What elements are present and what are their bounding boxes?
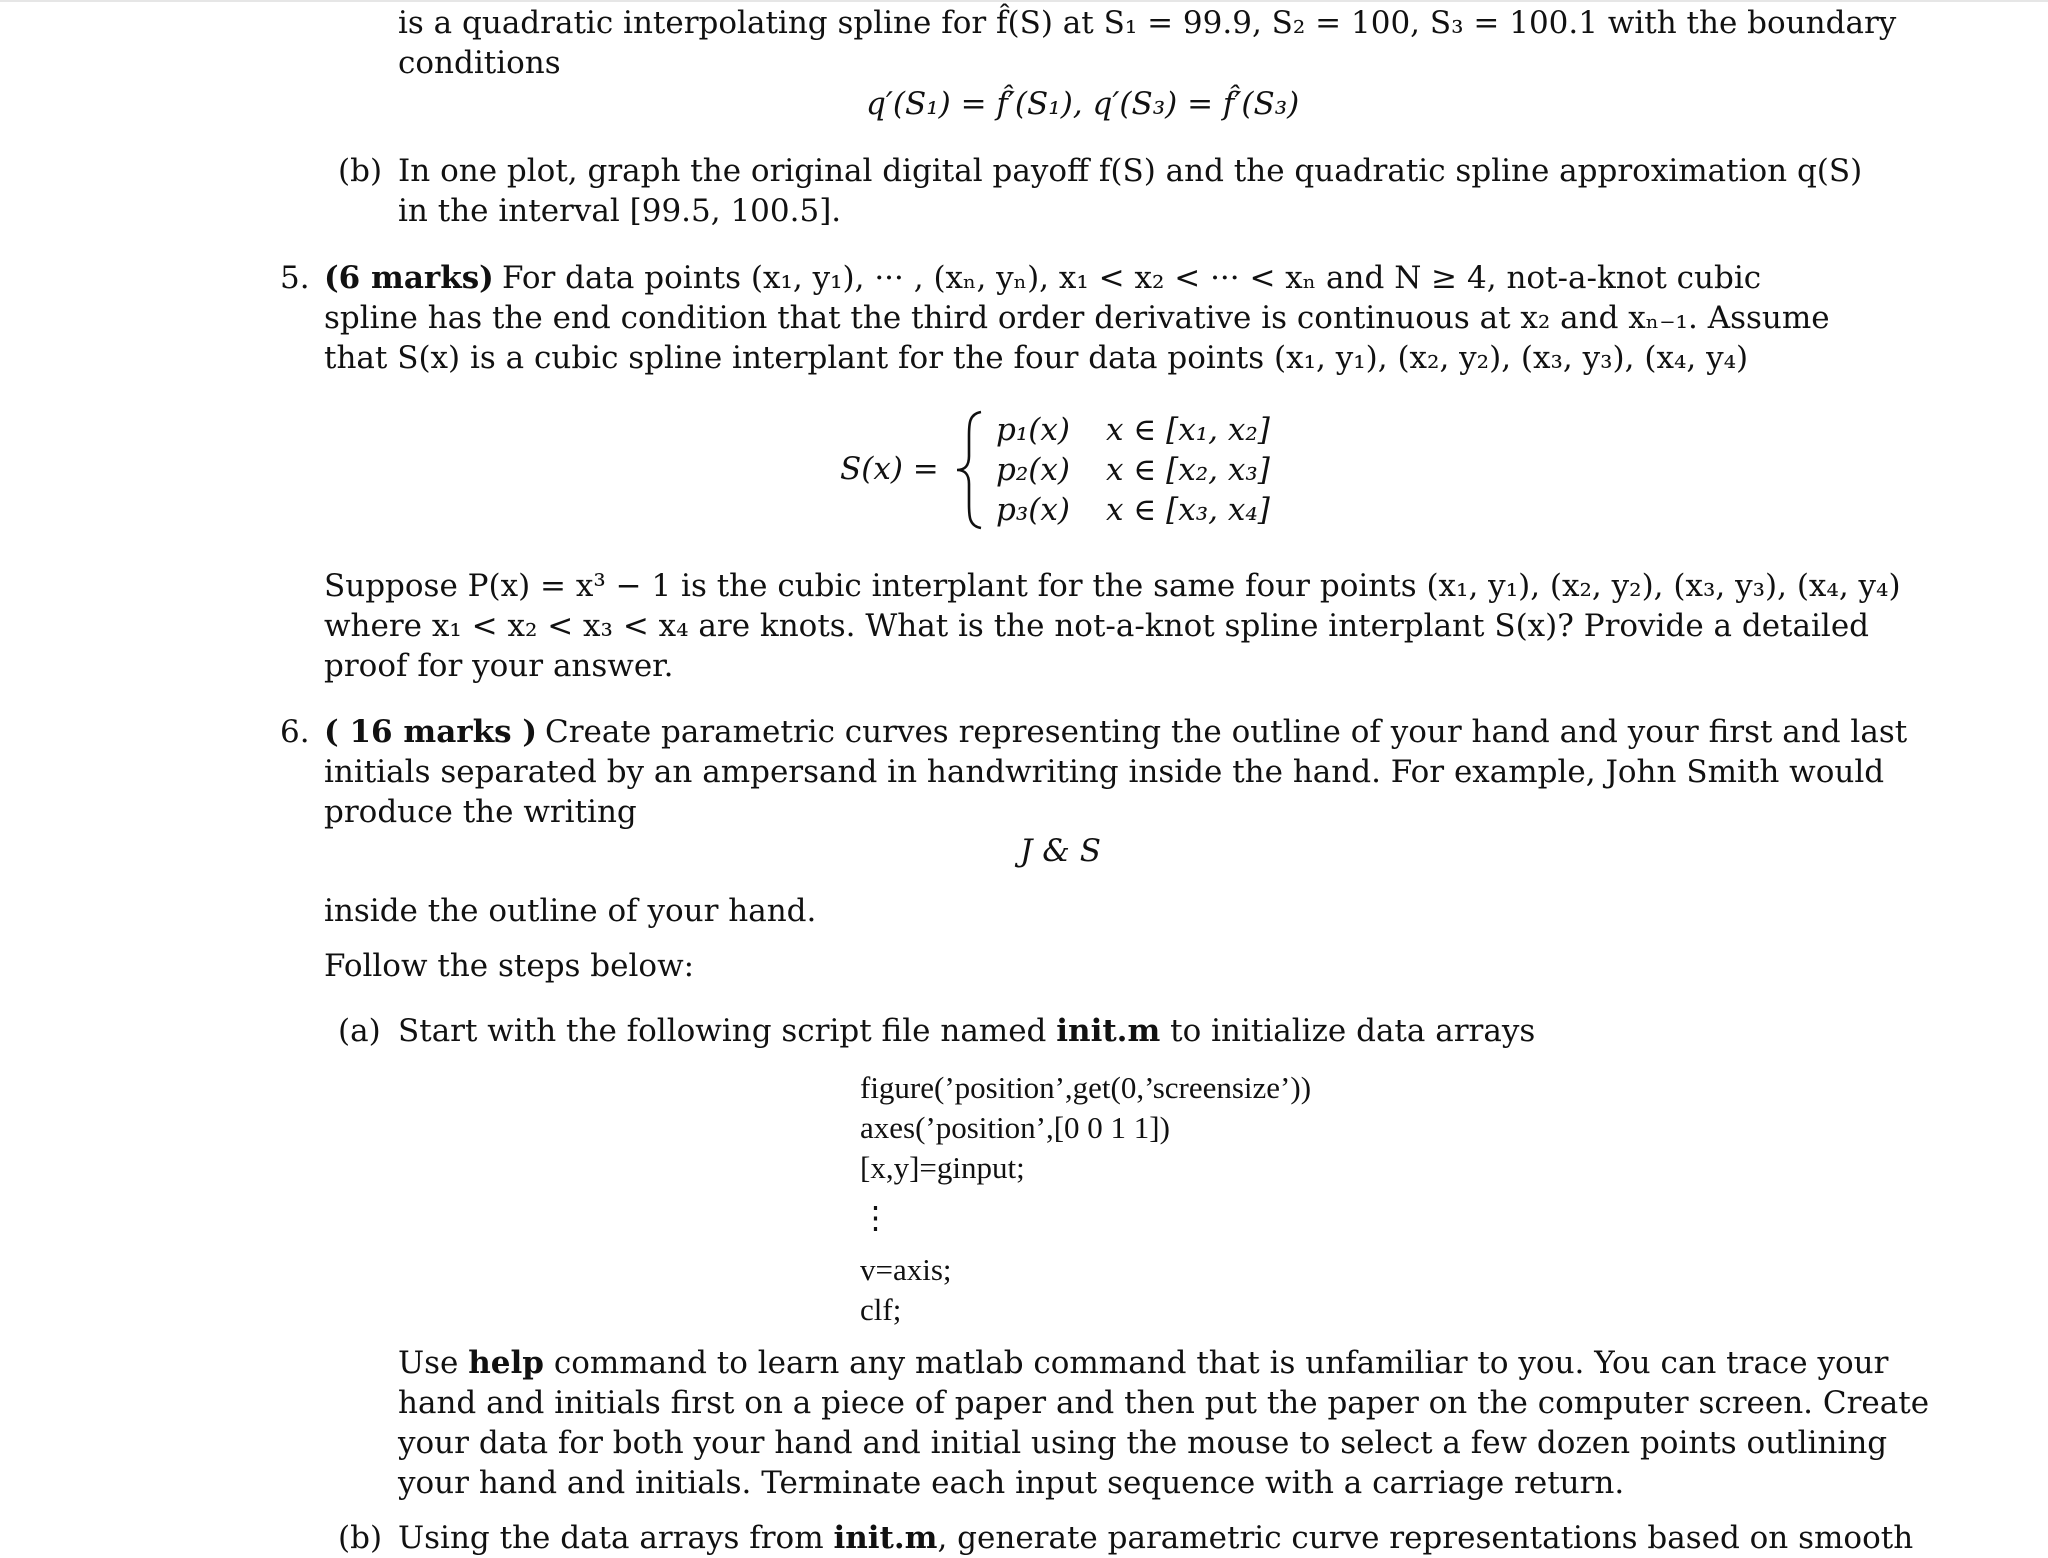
q4-part-b-label: (b): [338, 153, 383, 189]
q5-line-3: that S(x) is a cubic spline interplant for the four data points (x₁, y₁), (x₂, y₂), (x₃, y₃), (x₄, y₄): [324, 340, 1749, 376]
case-cond-3: x ∈ [x₃, x₄]: [1106, 492, 1270, 528]
q6-line-2: initials separated by an ampersand in handwriting inside the hand. For example, John Smith would: [324, 754, 1885, 790]
q6-line-5: Follow the steps below:: [324, 948, 695, 984]
q4-part-b-line-1: In one plot, graph the original digital payoff f(S) and the quadratic spline approximation q(S): [398, 153, 1863, 189]
part-a-pre: Start with the following script file named: [398, 1013, 1047, 1049]
code-line-6: clf;: [860, 1292, 902, 1327]
q6-part-b-label: (b): [338, 1520, 383, 1556]
left-brace-icon: [955, 410, 985, 530]
code-line-5: v=axis;: [860, 1252, 952, 1287]
q5-line-6: proof for your answer.: [324, 648, 674, 684]
help-pre: Use: [398, 1345, 459, 1381]
code-vdots: ⋮: [860, 1200, 891, 1235]
code-line-1: figure(’position’,get(0,’screensize’)): [860, 1070, 1312, 1105]
q6-marks: ( 16 marks ): [324, 714, 538, 750]
code-line-2: axes(’position’,[0 0 1 1]): [860, 1110, 1170, 1145]
q6-para-line-3: your data for both your hand and initial using the mouse to select a few dozen points outlining: [398, 1425, 1888, 1461]
part-a-post: to initialize data arrays: [1170, 1013, 1536, 1049]
code-line-3: [x,y]=ginput;: [860, 1150, 1025, 1185]
q6-para-line-2: hand and initials first on a piece of paper and then put the paper on the computer screen. Create: [398, 1385, 1930, 1421]
q6-part-a-text: [398, 1011, 1535, 1051]
case-poly-1: p₁(x): [996, 412, 1070, 448]
case-poly-2: p₂(x): [996, 452, 1070, 488]
q5-line-1: For data points (x₁, y₁), ··· , (xₙ, yₙ), x₁ < x₂ < ··· < xₙ and N ≥ 4, not-a-knot cubic: [502, 260, 1762, 296]
spline-lhs: S(x) =: [840, 451, 939, 487]
q4-boundary-conditions: q′(S₁) = f̂′(S₁), q′(S₃) = f̂′(S₃): [866, 86, 1300, 122]
q6-para-line-4: your hand and initials. Terminate each input sequence with a carriage return.: [398, 1465, 1625, 1501]
init-file-name: init.m: [1056, 1013, 1161, 1049]
part-b-file: init.m: [833, 1520, 938, 1556]
case-cond-1: x ∈ [x₁, x₂]: [1106, 412, 1270, 448]
q5-marks: (6 marks): [324, 260, 494, 296]
initials-example: J & S: [1020, 833, 1101, 869]
q4-line-1: is a quadratic interpolating spline for f̂(S) at S₁ = 99.9, S₂ = 100, S₃ = 100.1 with the boundary: [398, 5, 1897, 41]
q6-part-b-text: [398, 1518, 1913, 1558]
case-cond-2: x ∈ [x₂, x₃]: [1106, 452, 1270, 488]
help-line: [398, 1343, 1888, 1383]
help-command: help: [468, 1345, 544, 1381]
case-poly-3: p₃(x): [996, 492, 1070, 528]
part-b-pre: Using the data arrays from: [398, 1520, 824, 1556]
part-b-post: , generate parametric curve representations based on smooth: [937, 1520, 1914, 1556]
q6-line-3: produce the writing: [324, 794, 637, 830]
q5-number: 5.: [280, 260, 310, 296]
help-post: command to learn any matlab command that is unfamiliar to you. You can trace your: [553, 1345, 1889, 1381]
q6-number: 6.: [280, 714, 310, 750]
q4-line-2: conditions: [398, 45, 561, 81]
q5-line-2: spline has the end condition that the third order derivative is continuous at x₂ and xₙ₋₁. Assume: [324, 300, 1830, 336]
q5-line-4: Suppose P(x) = x³ − 1 is the cubic interplant for the same four points (x₁, y₁), (x₂, y₂), (x₃, y₃), (x₄, y₄): [324, 568, 1901, 604]
q6-line-4: inside the outline of your hand.: [324, 893, 817, 929]
cut-off-line: [330, 1508, 1914, 1556]
q5-line-5: where x₁ < x₂ < x₃ < x₄ are knots. What is the not-a-knot spline interplant S(x)? Provide a detailed: [324, 608, 1870, 644]
q4-part-b-line-2: in the interval [99.5, 100.5].: [398, 193, 842, 229]
q6-part-a-label: (a): [338, 1013, 381, 1049]
q6-line-1: Create parametric curves representing the outline of your hand and your first and last: [545, 714, 1908, 750]
